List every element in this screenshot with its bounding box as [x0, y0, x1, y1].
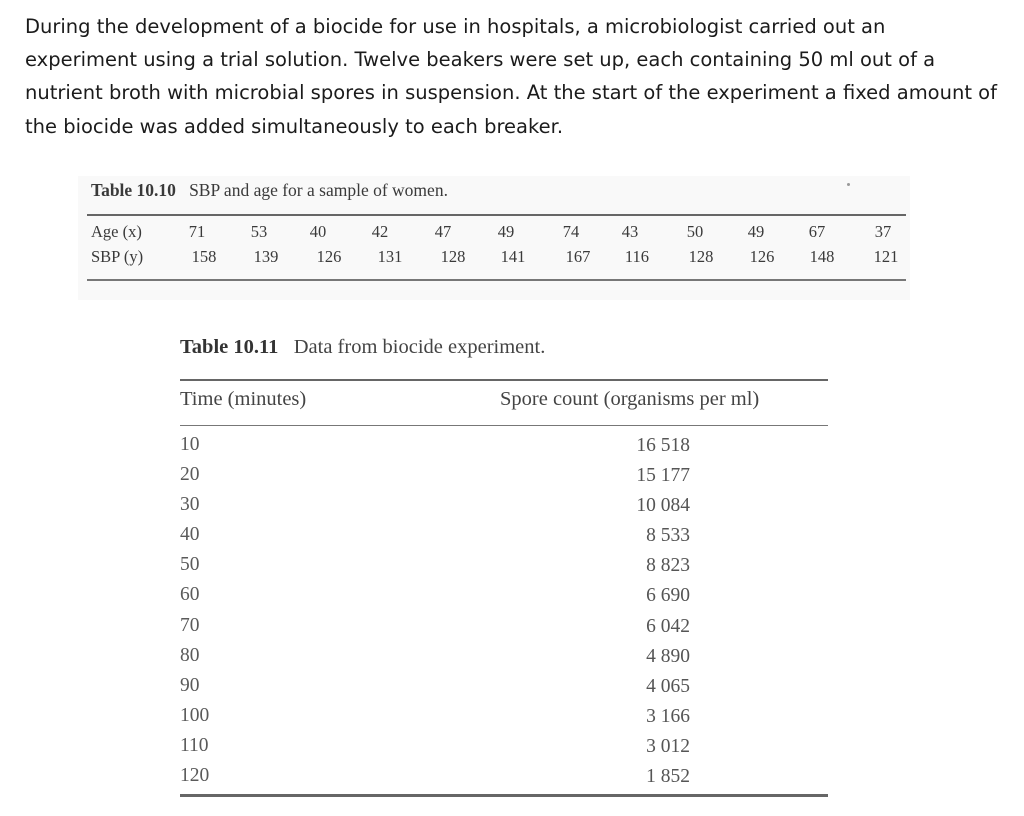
spore-count-column	[580, 431, 690, 792]
count-cell: 3 012	[646, 735, 690, 757]
age-cell: 49	[747, 222, 765, 241]
age-row-header: Age (x)	[91, 222, 142, 241]
table-rule	[87, 279, 906, 281]
count-cell: 16 518	[636, 435, 690, 456]
count-cell: 4 890	[646, 645, 690, 667]
sbp-cell: 131	[377, 247, 403, 266]
time-cell: 50	[180, 554, 200, 576]
time-column-header: Time (minutes)	[180, 388, 307, 410]
time-cell: 60	[180, 584, 200, 606]
table-rule	[180, 794, 828, 797]
count-cell: 6 690	[646, 585, 690, 607]
time-cell: 20	[180, 464, 200, 486]
time-cell: 120	[180, 765, 210, 787]
scan-speck	[847, 183, 850, 186]
count-cell: 15 177	[636, 465, 690, 487]
sbp-cell: 116	[624, 247, 650, 266]
table-rule	[180, 425, 828, 426]
time-cell: 70	[180, 614, 200, 636]
age-cell: 67	[808, 222, 826, 241]
sbp-cell: 158	[191, 247, 217, 266]
table-10-10-image	[78, 176, 910, 300]
table-10-11-caption	[180, 336, 545, 359]
age-cell: 74	[562, 222, 580, 241]
age-cell: 49	[497, 222, 515, 241]
age-cell: 47	[434, 222, 452, 241]
count-cell: 8 533	[646, 525, 690, 547]
time-cell: 30	[180, 494, 200, 516]
time-cell: 10	[180, 434, 200, 455]
count-cell: 8 823	[646, 555, 690, 577]
sbp-row-header: SBP (y)	[91, 247, 144, 266]
table-10-10-label: Table 10.10	[91, 180, 176, 200]
table-10-10-title: SBP and age for a sample of women.	[189, 180, 448, 200]
time-cell: 100	[180, 704, 210, 726]
sbp-cell: 121	[873, 247, 899, 266]
age-cell: 40	[309, 222, 327, 241]
sbp-cell: 139	[253, 247, 279, 266]
count-cell: 6 042	[646, 615, 690, 637]
age-cell: 42	[371, 222, 389, 241]
time-cell: 40	[180, 524, 200, 546]
time-column	[180, 430, 209, 791]
count-cell: 1 852	[646, 766, 690, 788]
count-cell: 4 065	[646, 675, 690, 697]
spore-count-column-header: Spore count (organisms per ml)	[500, 388, 760, 410]
age-cell: 37	[874, 222, 892, 241]
table-10-11-title: Data from biocide experiment.	[293, 336, 546, 358]
count-cell: 3 166	[646, 705, 690, 727]
sbp-cell: 128	[440, 247, 466, 266]
table-10-11-label: Table 10.11	[180, 336, 279, 358]
sbp-cell: 126	[316, 247, 342, 266]
sbp-cell: 126	[749, 247, 775, 266]
problem-statement: During the development of a biocide for use in hospitals, a microbiologist carried out an experiment using a trial solution. Twelve beakers were set up, each containing 50 ml out of a nutrient broth with microbial spores in suspension. At the start of the experiment a fixed amount of the biocide was added simultaneously to each breaker.	[25, 15, 997, 138]
table-rule	[180, 379, 828, 381]
age-cell: 50	[686, 222, 704, 241]
age-cell: 71	[188, 222, 206, 241]
sbp-cell: 148	[809, 247, 835, 266]
table-10-10-caption	[91, 180, 448, 201]
age-cell: 53	[250, 222, 268, 241]
sbp-cell: 167	[565, 247, 591, 266]
time-cell: 90	[180, 674, 200, 696]
sbp-cell: 141	[500, 247, 526, 266]
time-cell: 80	[180, 644, 200, 666]
table-rule	[87, 214, 906, 216]
time-cell: 110	[180, 734, 209, 756]
sbp-cell: 128	[688, 247, 714, 266]
age-cell: 43	[621, 222, 639, 241]
count-cell: 10 084	[636, 495, 690, 517]
